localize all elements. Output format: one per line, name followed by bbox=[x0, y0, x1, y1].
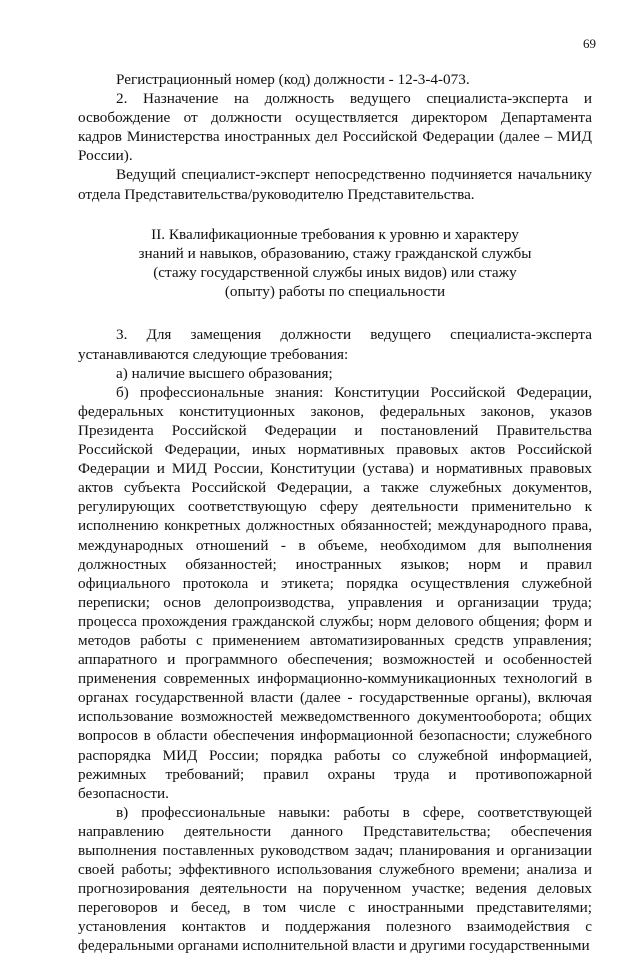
document-body bbox=[78, 70, 592, 956]
requirement-professional-skills: в) профессиональные навыки: работы в сфере, соответствующей направлению деятельности данного Представительства; обеспечения выполнения поставленных руководством задач; планирования и организации своей работы; эффективного использования служебного времени; анализа и прогнозирования деятельности на порученном участке; ведения деловых переговоров и бесед, в том числе с иностранными представителями; установления контактов и поддержания полезного взаимодействия с федеральными органами исполнительной власти и другими государственными bbox=[78, 803, 592, 955]
requirement-education: а) наличие высшего образования; bbox=[116, 364, 333, 382]
registration-number-paragraph: Регистрационный номер (код) должности - 12-3-4-073. bbox=[116, 71, 470, 88]
section-title-line: II. Квалификационные требования к уровню и характеру bbox=[151, 225, 519, 243]
section-title-line: (опыту) работы по специальности bbox=[224, 283, 446, 301]
section-title bbox=[78, 225, 592, 302]
section-title-line: (стажу государственной службы иных видов) или стажу bbox=[153, 264, 517, 282]
subordination-paragraph: Ведущий специалист-эксперт непосредственно подчиняется начальнику отдела Представительства/руководителю Представительства. bbox=[78, 166, 592, 203]
requirement-professional-knowledge: б) профессиональные знания: Конституции Российской Федерации, федеральных конституционных законов, федеральных законов, указов Президента Российской Федерации и постановлений Правительства Российской Федерации, иных нормативных правовых актов Российской Федерации и МИД России, Конституции (устава) и нормативных правовых актов субъекта Российской Федерации, а также служебных документов, регулирующих соответствующую сферу деятельности применительно к исполнению конкретных должностных обязанностей; международного права, международных отношений - в объеме, необходимом для выполнения должностных обязанностей; иностранных языков; норм и правил официального протокола и этикета; порядка осуществления служебной переписки; основ делопроизводства, управления и организации труда; процесса прохождения гражданской службы; норм делового общения; форм и методов работы с применением автоматизированных средств управления; аппаратного и программного обеспечения; возможностей и особенностей применения современных информационно-коммуникационных технологий в органах государственной власти (далее - государственные органы), включая использование возможностей межведомственного документооборота; общих вопросов в области обеспечения информационной безопасности; служебного распорядка МИД России; порядка работы со служебной информацией, режимных требований; правил охраны труда и противопожарной безопасности. bbox=[78, 383, 592, 802]
requirements-intro-paragraph: 3. Для замещения должности ведущего специалиста-эксперта устанавливаются следующие требования: bbox=[78, 326, 592, 363]
page-number: 69 bbox=[583, 36, 596, 51]
section-title-line: знаний и навыков, образованию, стажу гражданской службы bbox=[138, 244, 532, 262]
appointment-paragraph: 2. Назначение на должность ведущего специалиста-эксперта и освобождение от должности осуществляется директором Департамента кадров Министерства иностранных дел Российской Федерации (далее – МИД России). bbox=[78, 90, 592, 165]
